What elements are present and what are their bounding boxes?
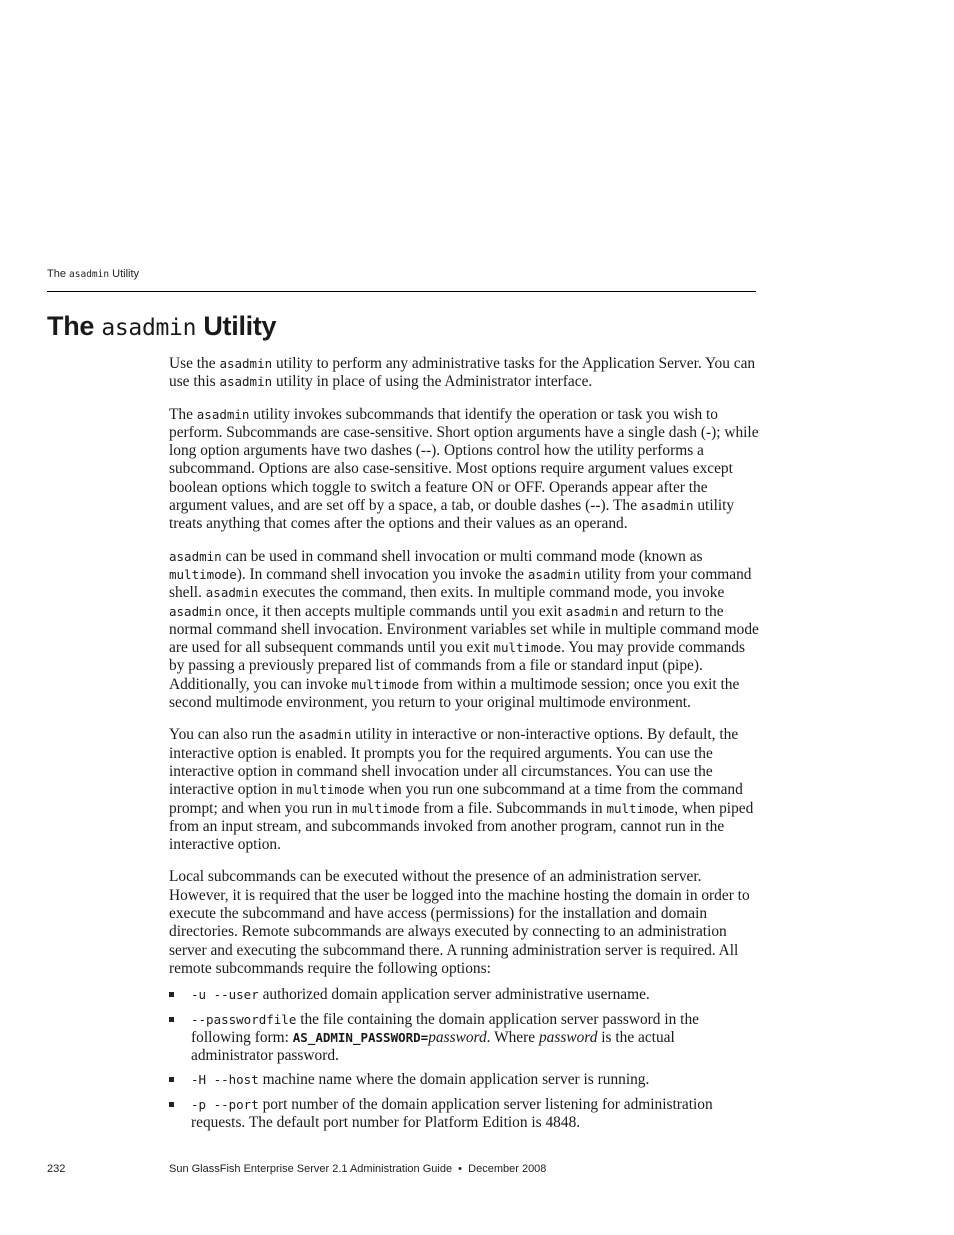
footer-text: Sun GlassFish Enterprise Server 2.1 Administration Guide • December 2008 <box>169 1163 547 1175</box>
password-form: AS_ADMIN_PASSWORD= <box>292 1029 429 1045</box>
code: asadmin <box>298 727 352 743</box>
page-title <box>47 311 276 342</box>
text: utility treats anything that comes after the options and their values as an operand. <box>169 497 735 533</box>
text: . You may provide commands by passing a previously prepared list of commands from a file or standard input (pipe). Additionally, you can invoke <box>169 639 745 693</box>
paragraph-1 <box>169 355 759 392</box>
text: utility from your command shell. <box>169 565 752 602</box>
title-utility: Utility <box>203 311 277 341</box>
code: multimode <box>606 800 675 816</box>
password-placeholder: password <box>428 1028 487 1046</box>
text: The <box>169 405 197 423</box>
code: multimode <box>296 782 365 798</box>
option-desc: the file containing the domain application server password in the following form: <box>191 1010 699 1046</box>
text: when you run one subcommand at a time from the command prompt; and when you run in <box>169 781 743 817</box>
option-desc: authorized domain application server administrative username. <box>258 986 650 1004</box>
title-the: The <box>47 311 95 341</box>
option-code: -u --user <box>191 987 259 1003</box>
code: multimode <box>351 676 420 692</box>
code: multimode <box>351 800 420 816</box>
text: You can also run the <box>169 726 299 744</box>
option-desc: is the actual administrator password. <box>191 1028 675 1065</box>
list-item <box>169 986 759 1004</box>
text: utility in interactive or non-interactive options. By default, the interactive option is enabled. It prompts you for the required arguments. You can use the interactive option in command shell invocation under all circumstances. You can use the interactive option in <box>169 726 739 799</box>
running-header-utility: Utility <box>112 268 140 280</box>
list-item <box>169 1011 759 1066</box>
code: asadmin <box>527 566 581 582</box>
code: multimode <box>493 640 562 656</box>
text: utility to perform any administrative tasks for the Application Server. You can use this <box>169 355 756 391</box>
page-number: 232 <box>47 1163 66 1175</box>
option-desc: . Where <box>486 1028 539 1046</box>
code: asadmin <box>565 603 619 619</box>
paragraph-3 <box>169 548 759 713</box>
bullet-icon <box>169 992 174 997</box>
running-header-the: The <box>47 268 66 280</box>
text: can be used in command shell invocation or multi command mode (known as <box>221 547 703 565</box>
text: once, it then accepts multiple commands until you exit <box>221 602 566 620</box>
bullet-icon <box>169 1077 174 1082</box>
paragraph-5: Local subcommands can be executed without the presence of an administration server. However, it is required that the user be logged into the machine hosting the domain in order to execute the subcommand and have access (permissions) for the installation and domain directories. Remote subcommands are always executed by connecting to an administration server and executing the subcommand there. A running administration server is required. All remote subcommands require the following options: <box>169 868 750 977</box>
code: multimode <box>169 566 237 582</box>
code: asadmin <box>219 356 273 371</box>
option-desc: machine name where the domain application server is running. <box>258 1071 650 1089</box>
text: Use the <box>169 355 220 372</box>
paragraph-4 <box>169 726 759 854</box>
header-rule <box>47 291 756 292</box>
body-text <box>169 355 759 1138</box>
code: asadmin <box>205 585 259 601</box>
bullet-icon <box>169 1102 174 1107</box>
option-code: -H --host <box>191 1072 259 1088</box>
text: utility invokes subcommands that identify the operation or task you wish to perform. Subcommands are case-sensitive. Short option arguments have a single dash (-); while long option arguments have two dashes (--). Options control how the utility performs a subcommand. Options are also case-sensitive. Most options require argument values except boolean options which toggle to switch a feature ON or OFF. Operands appear after the argument values, and are set off by a space, a tab, or double dashes (--). The <box>169 405 759 515</box>
code: asadmin <box>219 374 273 390</box>
text: utility in place of using the Administrator interface. <box>272 373 593 391</box>
text: from a file. Subcommands in <box>419 799 607 817</box>
text: ). In command shell invocation you invoke the <box>236 565 528 583</box>
bullet-icon <box>169 1017 174 1022</box>
options-list <box>169 986 759 1132</box>
text: executes the command, then exits. In multiple command mode, you invoke <box>258 584 725 602</box>
option-code: --passwordfile <box>191 1011 297 1027</box>
list-item <box>169 1096 759 1133</box>
text: , when piped from an input stream, and subcommands invoked from another program, cannot run in the interactive option. <box>169 799 754 854</box>
title-cmd: asadmin <box>101 315 197 341</box>
text: from within a multimode session; once you exit the second multimode environment, you return to your original multimode environment. <box>169 675 740 712</box>
running-header-cmd: asadmin <box>69 269 110 280</box>
password-placeholder: password <box>538 1028 598 1046</box>
code: asadmin <box>640 498 694 514</box>
option-desc: port number of the domain application server listening for administration requests. The default port number for Platform Edition is 4848. <box>191 1095 713 1131</box>
text: and return to the normal command shell invocation. Environment variables set while in multiple command mode are used for all subsequent commands until you exit <box>169 602 759 657</box>
code: asadmin <box>196 406 250 422</box>
list-item <box>169 1071 759 1089</box>
code: asadmin <box>169 603 222 619</box>
running-header <box>47 268 139 280</box>
option-code: -p --port <box>191 1096 259 1112</box>
paragraph-2 <box>169 406 759 534</box>
code: asadmin <box>169 548 222 564</box>
